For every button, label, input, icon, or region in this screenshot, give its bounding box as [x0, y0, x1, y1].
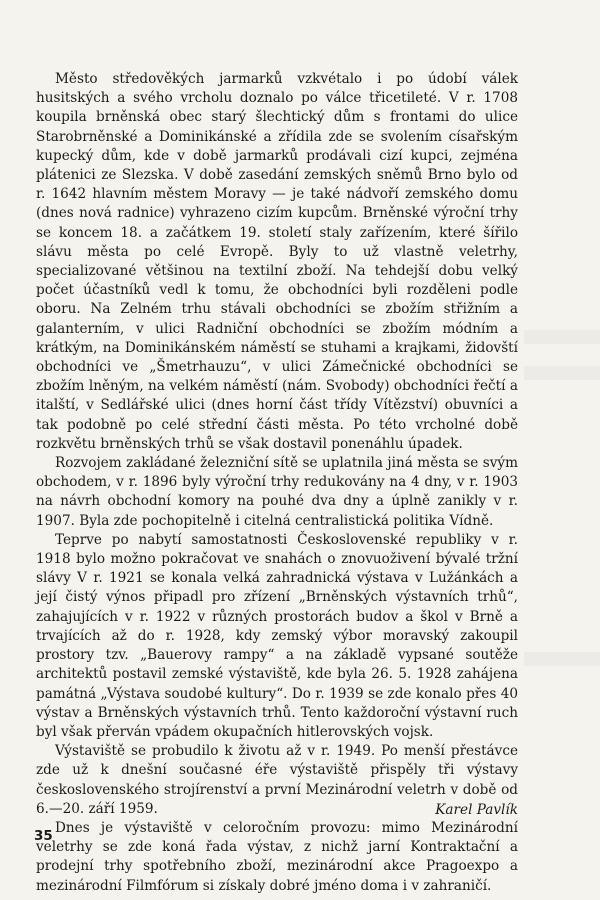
paragraph: Město středověkých jarmarků vzkvétalo i po údobí válek husitských a svého vrcholu doznalo po válce třicetileté. V r. 1708 koupila brněnská obec starý šlechtický dům s frontami do ulice Starobrněnské a Dominikánské a zřídila zde se svolením císařským kupecký dům, kde v době jarmarků prodávali cizí kupci, zejména plátenici ze Slezska. V době zasedání zemských sněmů Brno bylo od r. 1642 hlavním městem Moravy — je také nádvoří zemského domu (dnes nová radnice) vyhrazeno cizím kupcům. Brněnské výroční trhy se koncem 18. a začátkem 19. století staly zařízením, které šířilo slávu města po celé Evropě. Byly to už vlastně veletrhy, specializované většinou na textilní zboží. Na tehdejší dobu velký počet účastníků vedl k tomu, že obchodníci byli rozděleni podle oboru. Na Zelném trhu stávali obchodníci se zbožím střižním a galanterním, v ulici Radniční obchodníci se zbožím módním a krátkým, na Dominikánském náměstí se stuhami a krajkami, židovští obchodníci ve „Šmetrhauzu“, v ulici Zámečnické obchodníci se zbožím lněným, na velkém náměstí (nám. Svobody) obchodníci řečtí a italští, v Sedlářské ulici (dnes horní část třídy Vítězství) obuvníci a tak podobně po celé střední části města. Po této vrcholné době rozkvětu brněnských trhů se však dostavil ponenáhlu úpadek. [36, 71, 518, 452]
body-text [36, 70, 518, 896]
paragraph: Rozvojem zakládané železniční sítě se uplatnila jiná města se svým obchodem, v r. 1896 byly výroční trhy redukovány na 4 dny, v r. 1903 na návrh obchodní komory na pouhé dva dny a úplně zanikly v r. 1907. Byla zde pochopitelně i citelná centralistická politika Vídně. [36, 455, 518, 529]
paragraph: Výstaviště se probudilo k životu až v r. 1949. Po menší přestávce zde už k dnešní současné éře výstaviště přispěly tři výstavy československého strojírenství a první Mezinárodní veletrh v době od 6.—20. září 1959. [36, 743, 518, 817]
page-number: 35 [34, 828, 53, 844]
paragraph: Dnes je výstaviště v celoročním provozu: mimo Mezinárodní veletrhy se zde koná řada výstav, z nichž jarní Kontraktační a prodejní trhy spotřebního zboží, mezinárodní akce Pragoexpo a mezinárodní Filmfórum si získaly dobré jméno doma i v zahraničí. [36, 819, 518, 894]
paragraph: Teprve po nabytí samostatnosti Československé republiky v r. 1918 bylo možno pokračovat ve snahách o znovuoživení bývalé tržní slávy V r. 1921 se konala velká zahradnická výstava v Lužánkách a její čistý výnos připadl pro zřízení „Brněnských výstavních trhů“, zahajujících v r. 1922 v různých prostorách budov a škol v Brně a trvajících až do r. 1928, kdy zemský výbor moravský zakoupil prostory tzv. „Bauerovy rampy“ a na základě vypsané soutěže architektů postavil zemské výstaviště, kde byla 26. 5. 1928 zahájena památná „Výstava soudobé kultury“. Do r. 1939 se zde konalo přes 40 výstav a Brněnských výstavních trhů. Tento každoroční výstavní ruch byl však přerván vpádem okupačních hitlerovských vojsk. [36, 531, 518, 740]
author-signature: Karel Pavlík [435, 802, 518, 818]
show-through-mark [524, 366, 600, 380]
show-through-mark [524, 330, 600, 344]
show-through-mark [524, 652, 600, 666]
